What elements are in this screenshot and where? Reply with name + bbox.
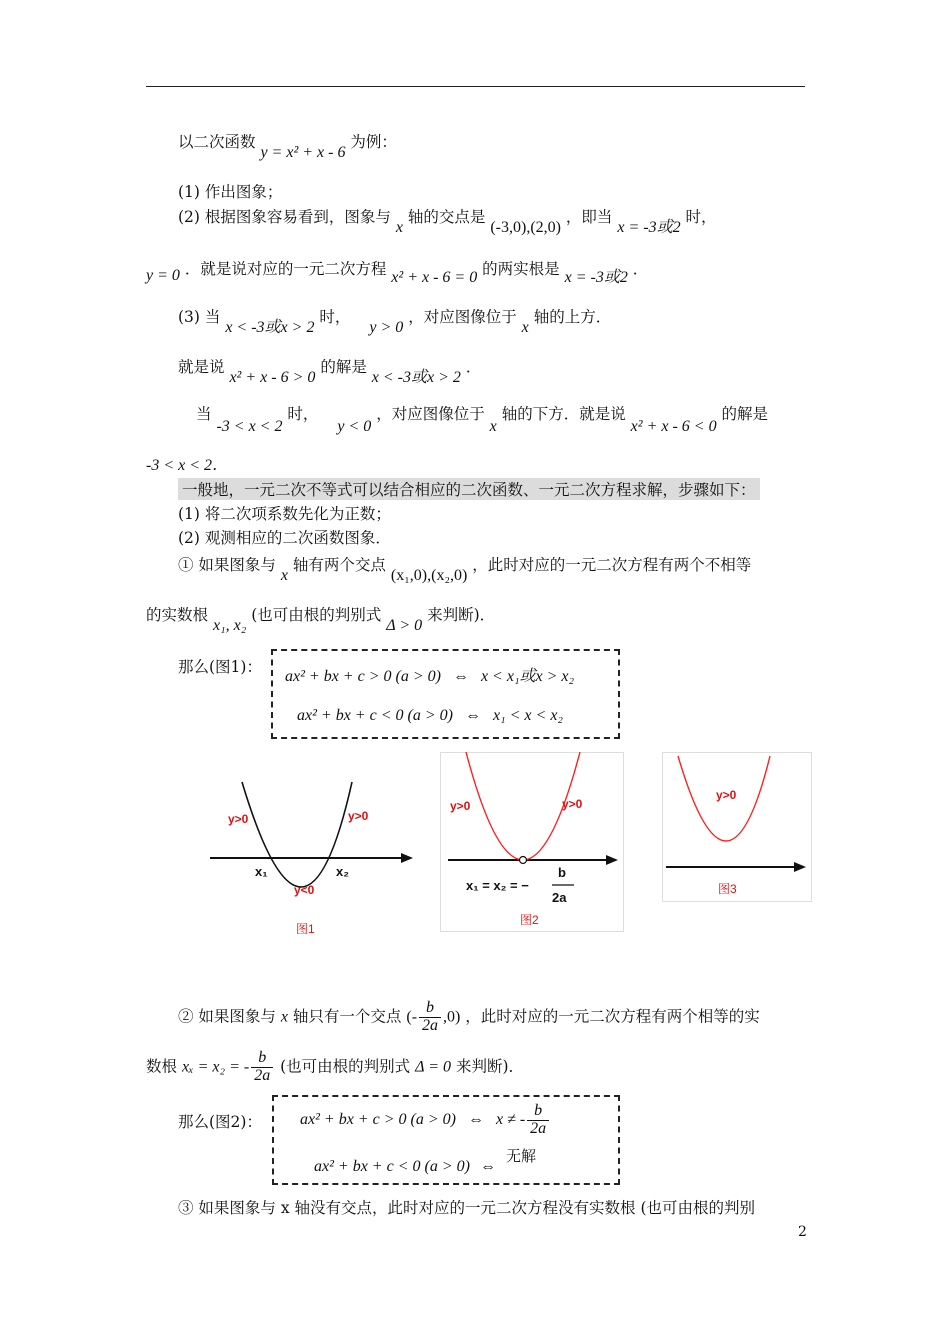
case2-pt-post: ,0) (443, 1008, 461, 1026)
case-1-line2 (146, 603, 496, 634)
box2 (272, 1095, 620, 1185)
box1 (271, 649, 620, 739)
box2-row2 (314, 1147, 536, 1176)
box1-label: 那么(图1)： (178, 658, 262, 676)
fig2-caption: 图2 (520, 913, 539, 927)
case2-delta: Δ = 0 (415, 1058, 452, 1076)
case1-x: x (280, 567, 288, 584)
step3-d: 轴的上方． (533, 308, 612, 326)
fig1-yneg: y<0 (294, 883, 315, 897)
intro-text: 以二次函数 (178, 133, 256, 151)
box2-num: b (527, 1103, 549, 1121)
case1-c: ，此时对应的一元二次方程有两个不相等 (472, 556, 752, 574)
fig2-eq: x₁ = x₂ = − (466, 878, 529, 893)
box2-label: 那么(图2)： (178, 1113, 262, 1131)
case2-d: 数根 (146, 1057, 178, 1076)
case1-delta: Δ > 0 (386, 617, 423, 634)
below-x: x (489, 418, 497, 435)
below-a: 当 (196, 405, 212, 423)
case2-c: ，此时对应的一元二次方程有两个相等的实 (465, 1007, 760, 1026)
general-step-1: (1) 将二次项系数先化为正数； (178, 505, 391, 523)
box2-den: 2a (530, 1119, 547, 1137)
case1-points: (x₁,0),(x₂,0) (390, 567, 468, 584)
step-2-line1 (178, 204, 717, 236)
box1-row2 (297, 707, 563, 725)
figure-2 (440, 752, 624, 934)
step2l2-a: ．就是说对应的一元二次方程 (184, 260, 387, 278)
box2-row1-right: x ≠ - (495, 1110, 526, 1128)
box2-row1-left: ax² + bx + c > 0 (a > 0) (300, 1110, 456, 1128)
fig2-ypos-right: y>0 (562, 797, 583, 811)
below-ineq: x² + x - 6 < 0 (630, 418, 717, 435)
iff-icon: ⇔ (479, 1158, 496, 1175)
step2-points: (-3,0),(2,0) (490, 219, 561, 236)
iff-icon: ⇔ (464, 707, 481, 724)
intro-equation: y = x² + x - 6 (260, 144, 346, 161)
case-3: ③ 如果图象与 x 轴没有交点，此时对应的一元二次方程没有实数根 (也可由根的判别 (178, 1199, 755, 1217)
box1-row1 (285, 663, 574, 686)
step2l2-c: ． (632, 260, 649, 278)
fig1-ypos-left: y>0 (228, 812, 249, 826)
below-cond: -3 < x < 2 (216, 418, 283, 435)
iff-icon: ⇔ (452, 668, 469, 685)
figure-1 (200, 770, 420, 940)
box2-fraction (527, 1103, 549, 1138)
case-2-line2 (146, 1050, 524, 1085)
case2-num: b (419, 1000, 441, 1018)
below-d: 轴的下方．就是说 (501, 405, 626, 423)
fig2-den: 2a (552, 890, 567, 905)
box2-row1 (300, 1103, 551, 1138)
step3-ypos: y > 0 (369, 319, 404, 336)
step2-d: 时， (685, 208, 717, 226)
case1-a: ① 如果图象与 (178, 556, 276, 574)
step2-c: ，即当 (565, 208, 613, 226)
case2-roots-num: b (251, 1050, 273, 1068)
step2-b: 轴的交点是 (407, 208, 486, 226)
intro-line (178, 130, 397, 161)
step3-cond: x < -3或x > 2 (225, 319, 315, 336)
sol1-a: 就是说 (178, 358, 225, 376)
below-yneg: y < 0 (337, 418, 372, 435)
case2-b: 轴只有一个交点 (292, 1007, 402, 1026)
intro-after: 为例： (350, 133, 397, 151)
case2-f: 来判断)． (455, 1057, 525, 1076)
case2-a: ② 如果图象与 (178, 1007, 276, 1026)
case-1-line1 (178, 553, 752, 584)
fig1-arrow-icon (401, 853, 413, 863)
case2-roots-fraction (251, 1050, 273, 1085)
box1-row1-right: x < x₁或x > x₂ (480, 668, 575, 685)
sol1-sol: x < -3或x > 2 (371, 369, 461, 386)
roots: x = -3或2 (564, 269, 628, 286)
box1-row2-right: x₁ < x < x₂ (492, 707, 563, 724)
step-3 (178, 304, 612, 336)
fig1-x2: x₂ (336, 864, 350, 879)
step3-a: (3) 当 (178, 308, 221, 326)
fig2-ypos-left: y>0 (450, 799, 471, 813)
case1-d: 的实数根 (146, 606, 209, 624)
step3-b: 时， (319, 308, 351, 326)
step2l2-b: 的两实根是 (482, 260, 560, 278)
sol1-ineq: x² + x - 6 > 0 (229, 369, 316, 386)
page-number: 2 (798, 1224, 807, 1240)
below-e: 的解是 (721, 405, 769, 423)
case2-e: (也可由根的判别式 (280, 1057, 411, 1076)
solution-line-1 (178, 354, 482, 386)
case2-fraction (419, 1000, 441, 1035)
fig2-arrow-icon (606, 855, 618, 865)
fig1-ypos-right: y>0 (348, 809, 369, 823)
below-line (196, 402, 769, 435)
fig1-x1: x₁ (255, 864, 268, 879)
iff-icon: ⇔ (467, 1110, 484, 1128)
case2-pt-pre: (- (406, 1008, 418, 1026)
step2-cond: x = -3或2 (617, 219, 681, 236)
case-2-line1 (178, 1000, 760, 1035)
figure-3 (662, 752, 812, 902)
fig2-num: b (558, 865, 566, 880)
case2-x: x (280, 1008, 288, 1026)
general-statement: 一般地，一元二次不等式可以结合相应的二次函数、一元二次方程求解，步骤如下： (178, 478, 760, 500)
below-c: ，对应图像位于 (376, 405, 485, 423)
fig3-ypos: y>0 (716, 788, 737, 802)
box1-row1-left: ax² + bx + c > 0 (a > 0) (285, 668, 441, 685)
general-step-2: (2) 观测相应的二次函数图象． (178, 529, 391, 547)
box2-row2-left: ax² + bx + c < 0 (a > 0) (314, 1158, 470, 1175)
equation: x² + x - 6 = 0 (391, 269, 478, 286)
box1-row2-left: ax² + bx + c < 0 (a > 0) (297, 707, 453, 724)
below-solution: -3 < x < 2． (146, 457, 229, 474)
below-b: 时， (287, 405, 319, 423)
box2-row2-right: 无解 (505, 1147, 536, 1165)
case1-roots: x₁, x₂ (212, 617, 247, 634)
fig3-caption: 图3 (718, 882, 737, 896)
fig2-vertex (520, 857, 527, 864)
step2-x: x (395, 219, 403, 236)
case1-e: (也可由根的判别式 (251, 606, 382, 624)
case1-b: 轴有两个交点 (292, 556, 386, 574)
fig1-caption: 图1 (296, 922, 315, 936)
case2-den: 2a (422, 1016, 439, 1034)
case2-roots: xₓ = x₂ = - (181, 1058, 250, 1076)
fig3-arrow-icon (794, 862, 806, 872)
sol1-b: 的解是 (320, 358, 367, 376)
step-1: (1) 作出图象； (178, 183, 283, 201)
step3-c: ，对应图像位于 (408, 308, 517, 326)
case1-f: 来判断)． (427, 606, 496, 624)
step-2-line2 (146, 256, 649, 286)
header-rule (146, 86, 805, 87)
step3-x: x (521, 319, 529, 336)
y-zero: y = 0 (146, 267, 180, 284)
step2-a: (2) 根据图象容易看到，图象与 (178, 208, 391, 226)
sol1-c: ． (465, 358, 482, 376)
case2-roots-den: 2a (254, 1066, 271, 1084)
